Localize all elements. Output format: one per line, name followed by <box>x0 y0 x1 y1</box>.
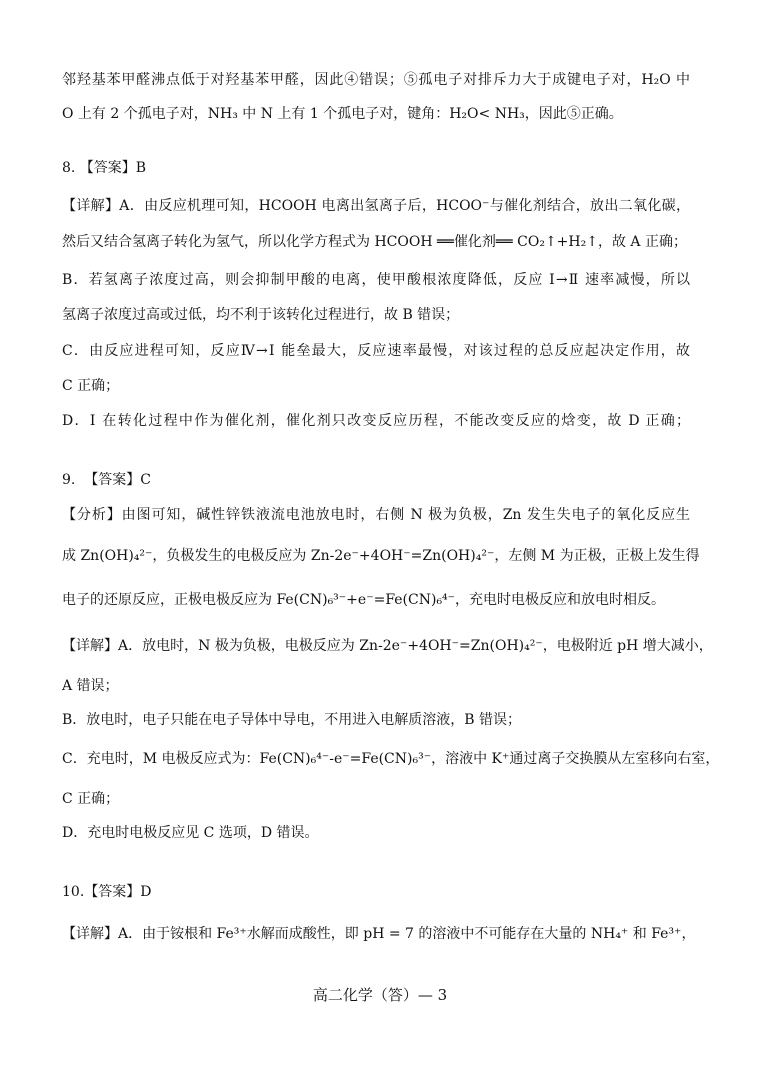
question-9-heading: 9. 【答案】C <box>62 472 151 488</box>
text-line: 【详解】A．由反应机理可知，HCOOH 电离出氢离子后，HCOO⁻与催化剂结合，放出二氧化碳， <box>62 198 690 214</box>
text-line: B．若氢离子浓度过高，则会抑制甲酸的电离，使甲酸根浓度降低，反应 Ⅰ→Ⅱ 速率减慢，所以 <box>62 272 690 288</box>
text-line: A 错误； <box>62 678 119 694</box>
text-line: C 正确； <box>62 378 120 394</box>
text-line: 电子的还原反应，正极电极反应为 Fe(CN)₆³⁻+e⁻=Fe(CN)₆⁴⁻，充电时电极反应和放电时相反。 <box>62 592 666 608</box>
text-line: B．放电时，电子只能在电子导体中导电，不用进入电解质溶液，B 错误； <box>62 712 522 728</box>
text-line: 氢离子浓度过高或过低，均不利于该转化过程进行，故 B 错误； <box>62 307 460 323</box>
text-line: O 上有 2 个孤电子对，NH₃ 中 N 上有 1 个孤电子对，键角：H₂O< NH₃，因此⑤正确。 <box>62 106 623 122</box>
page-footer: 高二化学（答）— 3 <box>312 986 448 1004</box>
text-line: 【详解】A．放电时，N 极为负极，电极反应为 Zn-2e⁻+4OH⁻=Zn(OH)₄²⁻，电极附近 pH 增大减小， <box>62 638 713 654</box>
text-line: 邻羟基苯甲醛沸点低于对羟基苯甲醛，因此④错误；⑤孤电子对排斥力大于成键电子对，H₂O 中 <box>62 72 690 88</box>
question-8-heading: 8. 【答案】B <box>62 160 147 176</box>
text-line: C．充电时，M 电极反应式为：Fe(CN)₆⁴⁻-e⁻=Fe(CN)₆³⁻，溶液中 K⁺通过离子交换膜从左室移向右室， <box>62 751 720 767</box>
text-line: 【详解】A．由于铵根和 Fe³⁺水解而成酸性，即 pH = 7 的溶液中不可能存在大量的 NH₄⁺ 和 Fe³⁺， <box>62 926 696 942</box>
question-10-heading: 10.【答案】D <box>62 884 152 900</box>
text-line: D．Ⅰ 在转化过程中作为催化剂，催化剂只改变反应历程，不能改变反应的焓变，故 D 正确； <box>62 413 690 429</box>
text-line: 成 Zn(OH)₄²⁻，负极发生的电极反应为 Zn-2e⁻+4OH⁻=Zn(OH)₄²⁻，左侧 M 为正极，正极上发生得 <box>62 548 700 564</box>
text-line: C 正确； <box>62 791 120 807</box>
text-line: 【分析】由图可知，碱性锌铁液流电池放电时，右侧 N 极为负极，Zn 发生失电子的氧化反应生 <box>62 507 690 523</box>
text-line: 然后又结合氢离子转化为氢气，所以化学方程式为 HCOOH ══催化剂══ CO₂↑+H₂↑，故 A 正确； <box>62 234 687 250</box>
text-line: C．由反应进程可知，反应Ⅳ→Ⅰ 能垒最大，反应速率最慢，对该过程的总反应起决定作用，故 <box>62 343 690 359</box>
text-line: D．充电时电极反应见 C 选项，D 错误。 <box>62 825 319 841</box>
